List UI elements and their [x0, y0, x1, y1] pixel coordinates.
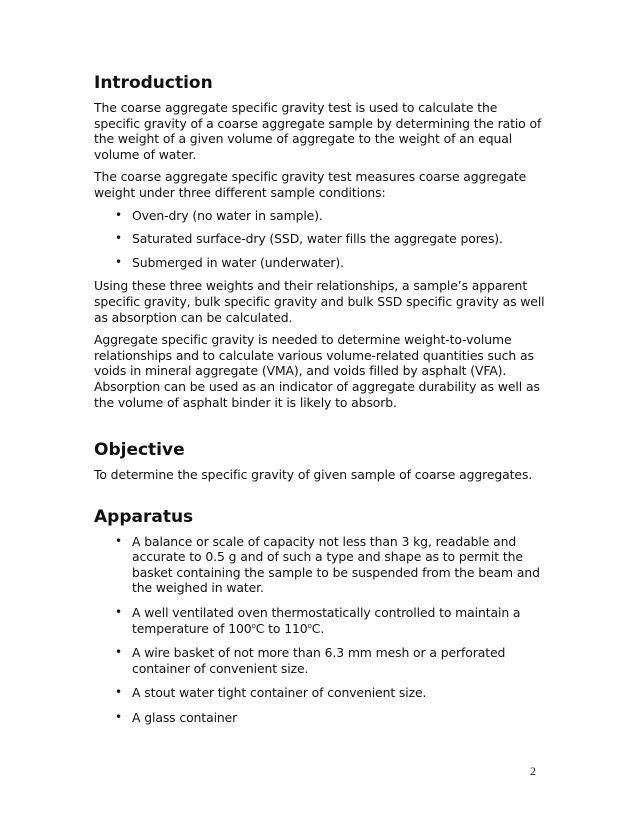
apparatus-item-text: A glass container: [132, 710, 238, 726]
introduction-paragraph-4: Aggregate specific gravity is needed to determine weight-to-volume relationships and to calculate various volume-related quantities such as voids in mineral aggregate (VMA), and voids filled by asphalt (VFA). Absorption can be used as an indicator of aggregate durability as well as the volume of asphalt binder it is likely to absorb.: [94, 332, 540, 410]
bullet-icon: •: [115, 207, 122, 222]
introduction-heading: Introduction: [94, 73, 213, 93]
sample-conditions-list: [94, 208, 546, 271]
list-item: [94, 255, 546, 271]
condition-text: Oven-dry (no water in sample).: [132, 207, 323, 223]
bullet-icon: •: [115, 254, 122, 269]
apparatus-item-text: A balance or scale of capacity not less than 3 kg, readable and accurate to 0.5 g and of such a type and shape as to permit the basket containing the sample to be suspended from the beam and the weighed in water.: [132, 533, 540, 596]
bullet-icon: •: [115, 645, 122, 660]
list-item: [94, 645, 546, 676]
list-item: [94, 605, 546, 636]
list-item: [94, 685, 546, 701]
degree-superscript: o: [251, 621, 256, 630]
list-item: [94, 231, 546, 247]
bullet-icon: •: [115, 710, 122, 725]
introduction-paragraph-1: The coarse aggregate specific gravity test is used to calculate the specific gravity of a coarse aggregate sample by determining the ratio of the weight of a given volume of aggregate to the weight of an equal volume of water.: [94, 100, 542, 162]
introduction-paragraph-2: The coarse aggregate specific gravity test measures coarse aggregate weight under three different sample conditions:: [94, 169, 527, 200]
apparatus-list: [94, 534, 546, 726]
list-item: [94, 208, 546, 224]
introduction-paragraph-3: Using these three weights and their relationships, a sample’s apparent specific gravity, bulk specific gravity and bulk SSD specific gravity as well as absorption can be calculated.: [94, 278, 545, 325]
apparatus-item-text: A stout water tight container of convenient size.: [132, 685, 427, 701]
degree-superscript: o: [307, 621, 312, 630]
apparatus-heading: Apparatus: [94, 506, 194, 527]
apparatus-item-text-part: A well ventilated oven thermostatically controlled to maintain a temperature of 100: [132, 605, 521, 636]
apparatus-item-text-part: C to 110: [255, 620, 308, 636]
bullet-icon: •: [115, 533, 122, 548]
apparatus-item-text-part: C.: [311, 620, 325, 636]
section-spacer: [94, 417, 546, 439]
list-item: [94, 534, 546, 596]
list-item: [94, 710, 546, 726]
section-spacer: [94, 490, 546, 506]
condition-text: Submerged in water (underwater).: [132, 254, 344, 270]
page-number: 2: [530, 764, 536, 778]
apparatus-item-text: [132, 605, 520, 636]
condition-text: Saturated surface-dry (SSD, water fills the aggregate pores).: [132, 231, 503, 247]
page-content: [94, 72, 546, 735]
objective-heading: Objective: [94, 440, 185, 461]
objective-text: To determine the specific gravity of given sample of coarse aggregates.: [94, 467, 533, 483]
bullet-icon: •: [115, 685, 122, 700]
apparatus-item-text: A wire basket of not more than 6.3 mm mesh or a perforated container of convenient size.: [132, 645, 506, 676]
bullet-icon: •: [115, 231, 122, 246]
bullet-icon: •: [115, 605, 122, 620]
